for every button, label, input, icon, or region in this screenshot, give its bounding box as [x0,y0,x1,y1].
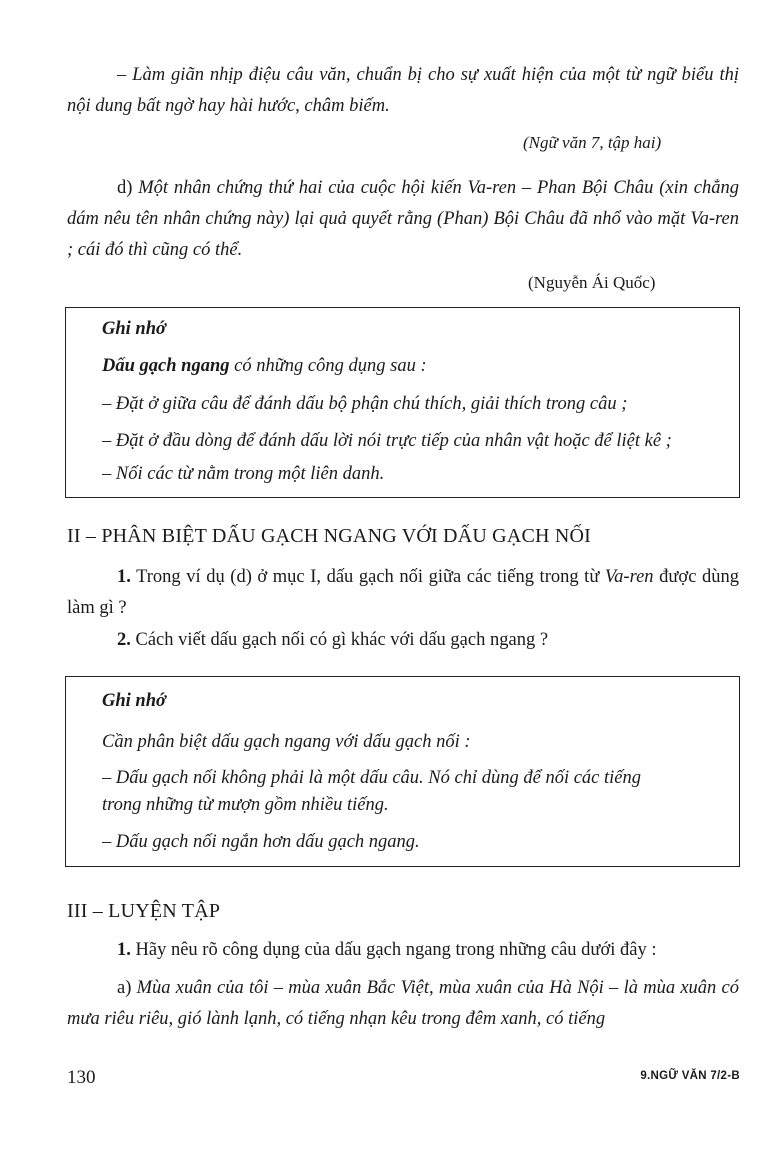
source-citation-1 [523,133,661,153]
intro-paragraph: – Làm giãn nhịp điệu câu văn, chuẩn bị cho sự xuất hiện của một từ ngữ biểu thị nội dung bất ngờ hay hài hước, châm biếm. [67,65,739,116]
memo-item-line: trong những từ mượn gồm nhiều tiếng. [102,795,389,815]
memo-item: – Dấu gạch nối ngắn hơn dấu gạch ngang. [102,832,420,852]
memo-lead [102,352,719,380]
question-text: Trong ví dụ (d) ở mục I, dấu gạch nối giữa các tiếng trong từ [130,567,605,587]
question-term: Va-ren [604,567,654,587]
memo-lead: Cần phân biệt dấu gạch ngang với dấu gạch nối : [102,732,471,752]
source-text: (Ngữ văn 7, tập hai) [523,133,662,152]
section-3-question-1 [67,935,739,966]
question-text-end: được dùng làm gì ? [67,567,739,618]
memo-lead-bold: Dấu gạch ngang [102,356,230,376]
memo-title: Ghi nhớ [102,691,166,711]
source-text: (Nguyễn Ái Quốc) [528,273,656,292]
memo-lead-rest: có những công dụng sau : [229,356,427,376]
page-number: 130 [67,1067,96,1088]
section-2-question-2 [67,625,739,656]
question-number: 2. [117,630,131,650]
signature-mark: 9.NGỮ VĂN 7/2-B [640,1070,740,1082]
memo-item-line: – Dấu gạch nối không phải là một dấu câu. Nó chỉ dùng để nối các tiếng [102,768,641,788]
memo-box-2 [65,676,740,867]
question-text: Hãy nêu rõ công dụng của dấu gạch ngang trong những câu dưới đây : [130,940,657,960]
memo-title: Ghi nhớ [102,319,166,339]
exercise-a-label: a) [117,978,137,998]
question-number: 1. [117,567,131,587]
example-d-label: d) [117,178,139,198]
source-citation-2 [528,273,655,293]
section-3-heading: III – LUYỆN TẬP [67,900,221,922]
question-number: 1. [117,940,131,960]
exercise-a-text: Mùa xuân của tôi – mùa xuân Bắc Việt, mùa xuân của Hà Nội – là mùa xuân có mưa riêu riêu, gió lành lạnh, có tiếng nhạn kêu trong đêm xanh, có tiếng [67,978,739,1029]
question-text: Cách viết dấu gạch nối có gì khác với dấu gạch ngang ? [130,630,549,650]
memo-item: – Đặt ở đầu dòng để đánh dấu lời nói trực tiếp của nhân vật hoặc để liệt kê ; [102,431,672,451]
section-2-heading: II – PHÂN BIỆT DẤU GẠCH NGANG VỚI DẤU GẠCH NỐI [67,525,591,547]
section-2-question-1 [67,562,739,624]
exercise-a-paragraph [67,973,739,1035]
memo-box-1 [65,307,740,498]
memo-item: – Nối các từ nằm trong một liên danh. [102,464,385,484]
example-d-text: Một nhân chứng thứ hai của cuộc hội kiến Va-ren – Phan Bội Châu (xin chẳng dám nêu tên nhân chứng này) lại quả quyết rằng (Phan) Bội Châu đã nhổ vào mặt Va-ren ; cái đó thì cũng có thể. [67,178,739,260]
memo-item: – Đặt ở giữa câu để đánh dấu bộ phận chú thích, giải thích trong câu ; [102,394,628,414]
example-d-paragraph [67,173,739,266]
